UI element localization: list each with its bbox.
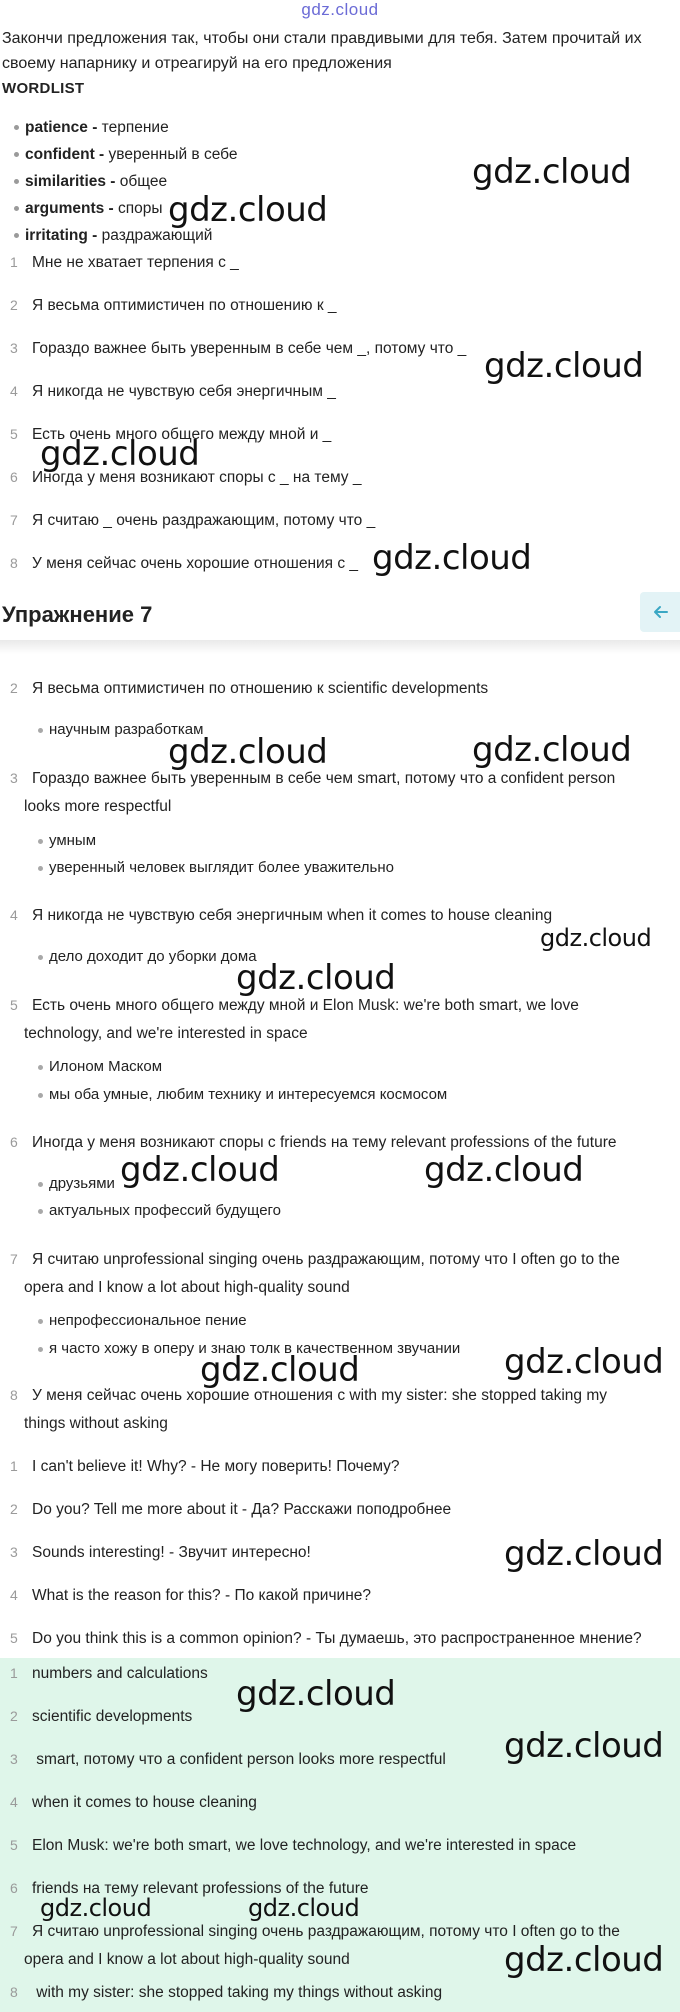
task-instructions: Закончи предложения так, чтобы они стали правдивыми для тебя. Затем прочитай их своему напарнику и отреагируй на его предложения xyxy=(2,30,642,72)
bullet-icon xyxy=(14,125,19,130)
translation: уверенный в себе xyxy=(108,146,238,163)
list-item: 4 when it comes to house cleaning xyxy=(10,1794,257,1811)
answer-sub: я часто хожу в оперу и знаю толк в качественном звучании xyxy=(38,1340,460,1357)
divider xyxy=(0,640,680,654)
watermark: gdz.cloud xyxy=(424,1150,584,1190)
list-item: 3 Гораздо важнее быть уверенным в себе чем smart, потому что a confident person looks more respectful xyxy=(10,770,616,815)
list-item: 7 Я считаю unprofessional singing очень раздражающим, потому что I often go to the opera and I know a lot about high-quality sound xyxy=(10,1251,620,1296)
watermark: gdz.cloud xyxy=(200,1350,360,1390)
list-item: 1 I can't believe it! Why? - Не могу поверить! Почему? xyxy=(10,1458,400,1475)
list-item: 6 friends на тему relevant professions of the future xyxy=(10,1880,369,1897)
bullet-icon xyxy=(38,1093,43,1098)
list-item: 2 Я весьма оптимистичен по отношению к scientific developments xyxy=(10,680,489,697)
list-item: irritating - раздражающий xyxy=(14,227,212,245)
answer-sub: умным xyxy=(38,832,96,849)
watermark: gdz.cloud xyxy=(504,1726,664,1766)
translation: раздражающий xyxy=(101,227,213,244)
list-item: 5 Есть очень много общего между мной и _ xyxy=(10,426,332,443)
watermark: gdz.cloud xyxy=(236,958,396,998)
list-item: 4 Я никогда не чувствую себя энергичным _ xyxy=(10,383,336,400)
watermark: gdz.cloud xyxy=(540,924,652,952)
bullet-icon xyxy=(38,955,43,960)
answer-sub: дело доходит до уборки дома xyxy=(38,948,257,965)
term: similarities xyxy=(25,173,106,190)
translation: общее xyxy=(119,173,168,190)
answer-sub: актуальных профессий будущего xyxy=(38,1202,281,1219)
list-item: patience - терпение xyxy=(14,119,169,137)
list-item: confident - уверенный в себе xyxy=(14,146,238,164)
watermark: gdz.cloud xyxy=(504,1940,664,1980)
watermark: gdz.cloud xyxy=(40,434,200,474)
watermark: gdz.cloud xyxy=(120,1150,280,1190)
term: confident xyxy=(25,146,95,163)
watermark: gdz.cloud xyxy=(504,1534,664,1574)
list-item: 6 Иногда у меня возникают споры с _ на тему _ xyxy=(10,469,362,486)
bullet-icon xyxy=(38,839,43,844)
list-item: 4 Я никогда не чувствую себя энергичным when it comes to house cleaning xyxy=(10,907,553,924)
bullet-icon xyxy=(38,1182,43,1187)
list-item: 8 with my sister: she stopped taking my things without asking xyxy=(10,1984,443,2001)
answer-sub: непрофессиональное пение xyxy=(38,1312,247,1329)
answer-sub: научным разработкам xyxy=(38,721,203,738)
list-item: 7 Я считаю unprofessional singing очень раздражающим, потому что I often go to the opera and I know a lot about high-quality sound xyxy=(10,1923,620,1968)
answer-sub: друзьями xyxy=(38,1175,115,1192)
translation: споры xyxy=(118,200,163,217)
list-item: 3 Sounds interesting! - Звучит интересно! xyxy=(10,1544,311,1561)
term: arguments xyxy=(25,200,105,217)
watermark: gdz.cloud xyxy=(236,1674,396,1714)
bullet-icon xyxy=(14,233,19,238)
answer-sub: уверенный человек выглядит более уважительно xyxy=(38,859,394,876)
answer-sub: Илоном Маском xyxy=(38,1058,162,1075)
list-item: 2 Do you? Tell me more about it - Да? Расскажи поподробнее xyxy=(10,1501,452,1518)
list-item: 5 Есть очень много общего между мной и Elon Musk: we're both smart, we love technology, and we're interested in space xyxy=(10,997,579,1042)
bullet-icon xyxy=(38,1347,43,1352)
watermark: gdz.cloud xyxy=(484,346,644,386)
bullet-icon xyxy=(38,728,43,733)
list-item: 2 Я весьма оптимистичен по отношению к _ xyxy=(10,297,337,314)
bullet-icon xyxy=(38,1209,43,1214)
translation: терпение xyxy=(101,119,169,136)
watermark: gdz.cloud xyxy=(504,1342,664,1382)
watermark: gdz.cloud xyxy=(168,732,328,772)
watermark: gdz.cloud xyxy=(168,190,328,230)
answer-sub: мы оба умные, любим технику и интересуемся космосом xyxy=(38,1086,447,1103)
watermark: gdz.cloud xyxy=(248,1894,360,1922)
list-item: 3 smart, потому что a confident person looks more respectful xyxy=(10,1751,446,1768)
term: irritating xyxy=(25,227,88,244)
list-item: 4 What is the reason for this? - По какой причине? xyxy=(10,1587,372,1604)
exercise-title: Упражнение 7 xyxy=(2,602,153,627)
arrow-left-icon xyxy=(652,603,670,621)
watermark: gdz.cloud xyxy=(472,152,632,192)
bullet-icon xyxy=(14,152,19,157)
back-button[interactable] xyxy=(640,592,680,632)
list-item: 8 У меня сейчас очень хорошие отношения с _ xyxy=(10,555,359,572)
bullet-icon xyxy=(38,1319,43,1324)
term: patience xyxy=(25,119,88,136)
list-item: 2 scientific developments xyxy=(10,1708,193,1725)
list-item: similarities - общее xyxy=(14,173,167,191)
site-logo[interactable]: gdz.cloud xyxy=(301,0,379,19)
list-item: 7 Я считаю _ очень раздражающим, потому что _ xyxy=(10,512,376,529)
list-item: arguments - споры xyxy=(14,200,163,218)
bullet-icon xyxy=(38,866,43,871)
wordlist-title: WORDLIST xyxy=(2,80,85,97)
list-item: 1 numbers and calculations xyxy=(10,1665,208,1682)
watermark: gdz.cloud xyxy=(472,730,632,770)
list-item: 5 Do you think this is a common opinion? - Ты думаешь, это распространенное мнение? xyxy=(10,1630,642,1647)
watermark: gdz.cloud xyxy=(40,1894,152,1922)
bullet-icon xyxy=(14,179,19,184)
bullet-icon xyxy=(38,1065,43,1070)
list-item: 1 Мне не хватает терпения с _ xyxy=(10,254,239,271)
list-item: 8 У меня сейчас очень хорошие отношения с with my sister: she stopped taking my things without asking xyxy=(10,1387,608,1432)
list-item: 6 Иногда у меня возникают споры с friends на тему relevant professions of the future xyxy=(10,1134,617,1151)
list-item: 5 Elon Musk: we're both smart, we love technology, and we're interested in space xyxy=(10,1837,577,1854)
bullet-icon xyxy=(14,206,19,211)
list-item: 3 Гораздо важнее быть уверенным в себе чем _, потому что _ xyxy=(10,340,467,357)
watermark: gdz.cloud xyxy=(372,538,532,578)
